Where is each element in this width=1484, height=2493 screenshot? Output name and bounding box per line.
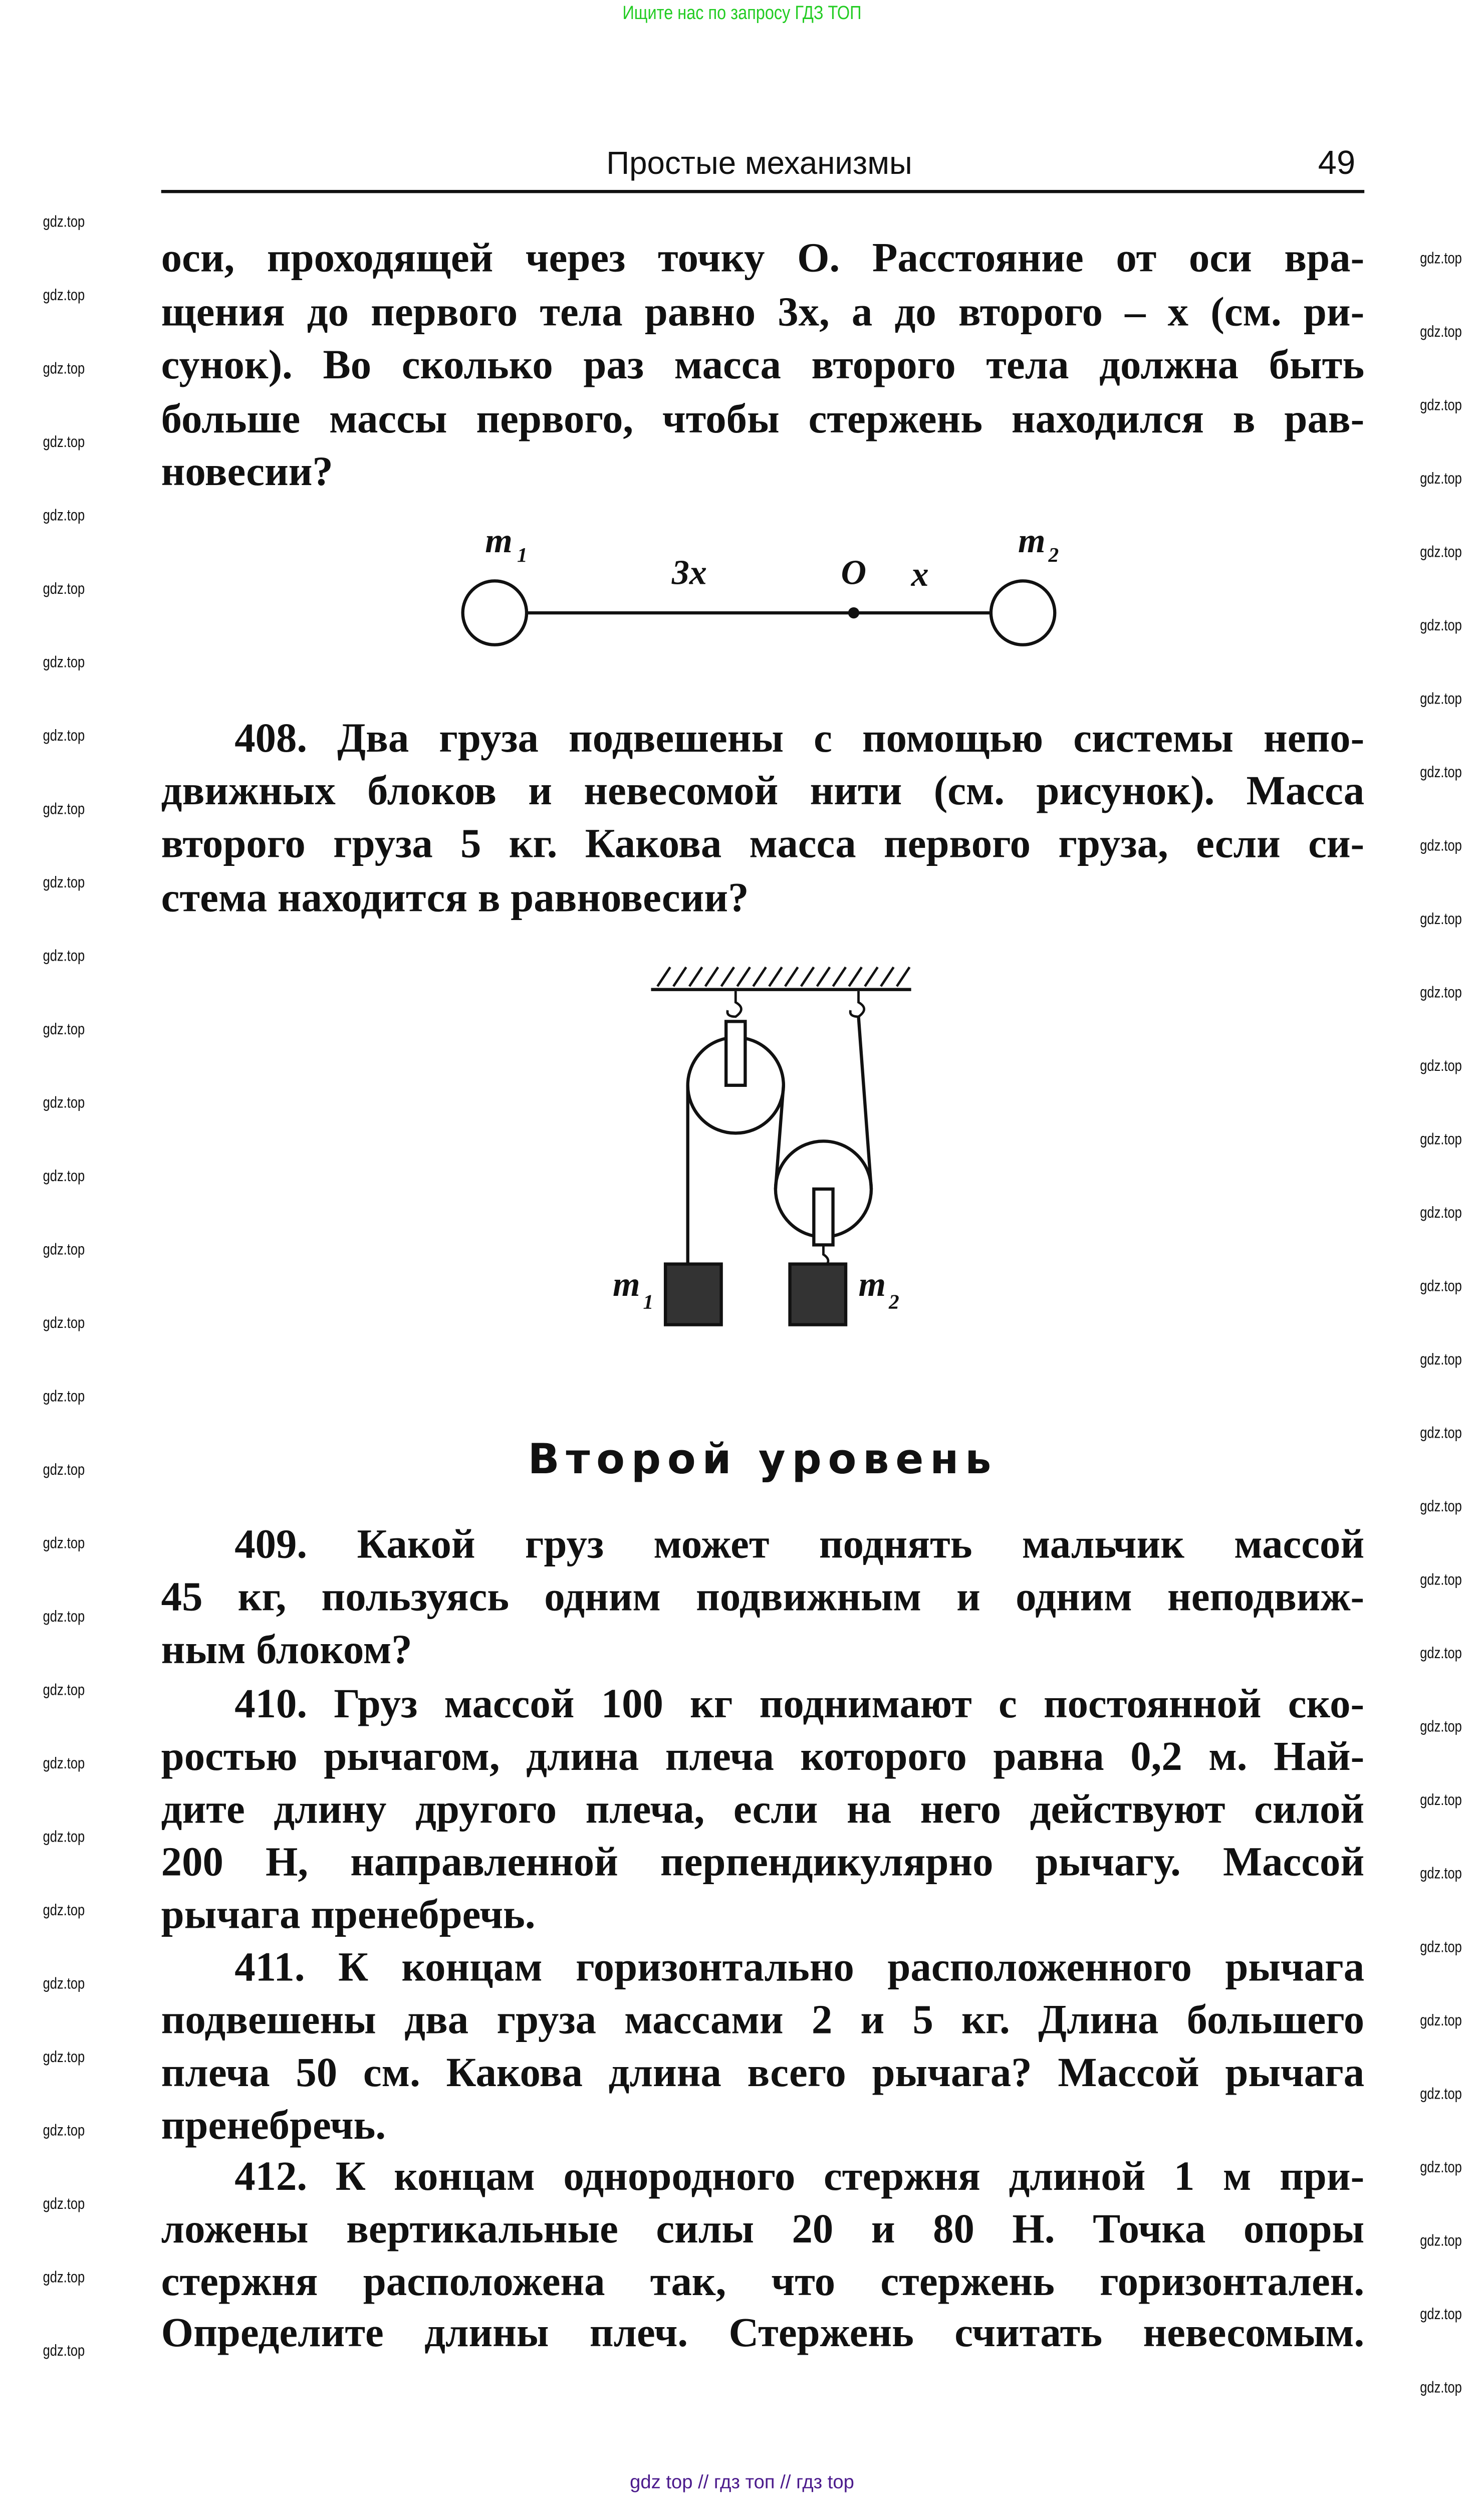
- watermark: gdz.top: [1420, 1205, 1462, 1223]
- watermark: gdz.top: [43, 2123, 85, 2141]
- watermark: gdz.top: [43, 1388, 85, 1406]
- problem-411-line: пренебречь.: [161, 2102, 386, 2149]
- watermark: gdz.top: [43, 434, 85, 452]
- m2-sub-fig2: 2: [889, 1290, 899, 1313]
- lever-figure: [463, 522, 1059, 645]
- problem-410-line: дите длину другого плеча, если на него действуют силой: [161, 1786, 1365, 1833]
- problem-411-line: подвешены два груза массами 2 и 5 кг. Длина большего: [161, 1996, 1365, 2043]
- page-number: 49: [1318, 145, 1356, 182]
- problem-411-line: 411. К концам горизонтально расположенного рычага: [234, 1944, 1365, 1990]
- watermark: gdz.top: [1420, 471, 1462, 489]
- watermark: gdz.top: [1420, 1719, 1462, 1737]
- watermark: gdz.top: [1420, 1866, 1462, 1884]
- watermark: gdz.top: [1420, 617, 1462, 635]
- problem-410-line: ростью рычагом, длина плеча которого равна 0,2 м. Най-: [161, 1733, 1365, 1780]
- watermark: gdz.top: [1420, 251, 1462, 269]
- m1-label-fig2: m: [613, 1265, 640, 1304]
- watermark: gdz.top: [1420, 985, 1462, 1003]
- left-arm-label: 3x: [671, 553, 707, 592]
- problem-412-line: стержня расположена так, что стержень горизонтален.: [161, 2258, 1365, 2305]
- mass-2-ball: [991, 581, 1055, 644]
- watermark: gdz.top: [43, 1755, 85, 1773]
- problem-410-line: 410. Груз массой 100 кг поднимают с постоянной ско-: [234, 1680, 1365, 1727]
- watermark: gdz.top: [43, 2049, 85, 2067]
- watermark: gdz.top: [43, 874, 85, 892]
- problem-407-line: больше массы первого, чтобы стержень находился в рав-: [161, 395, 1365, 442]
- watermark: gdz.top: [43, 1462, 85, 1480]
- m2-sub: 2: [1048, 543, 1059, 567]
- watermark: gdz.top: [1420, 2306, 1462, 2324]
- m1-sub: 1: [517, 543, 528, 567]
- pulley-2-bracket: [814, 1189, 833, 1245]
- search-promo-link[interactable]: Ищите нас по запросу ГДЗ ТОП: [622, 2, 862, 24]
- problem-412-line: Определите длины плеч. Стержень считать невесомым.: [161, 2309, 1365, 2356]
- watermark: gdz.top: [1420, 1498, 1462, 1516]
- watermark: gdz.top: [1420, 911, 1462, 929]
- watermark: gdz.top: [43, 948, 85, 966]
- m1-label: m: [485, 522, 513, 561]
- watermark: gdz.top: [43, 1976, 85, 1994]
- watermark: gdz.top: [43, 1902, 85, 1920]
- pivot-point: [848, 607, 859, 618]
- problem-409-line: ным блоком?: [161, 1626, 412, 1673]
- watermark: gdz.top: [43, 1829, 85, 1847]
- watermark: gdz.top: [1420, 1058, 1462, 1076]
- problem-410-line: рычага пренебречь.: [161, 1891, 536, 1938]
- watermark: gdz.top: [43, 654, 85, 672]
- watermark: gdz.top: [1420, 2086, 1462, 2104]
- problem-407-line: оси, проходящей через точку O. Расстояние от оси вра-: [161, 235, 1365, 281]
- m2-label: m: [1018, 522, 1046, 561]
- problem-407-line: щения до первого тела равно 3x, а до второго – x (см. ри-: [161, 289, 1365, 335]
- section-title: Второй уровень: [528, 1436, 998, 1485]
- ceiling-hatching: [657, 967, 909, 986]
- watermark: gdz.top: [43, 1609, 85, 1627]
- hook-1: [727, 991, 741, 1017]
- problem-409-line: 409. Какой груз может поднять мальчик массой: [234, 1521, 1365, 1567]
- pulley-figure: [613, 967, 911, 1324]
- watermark: gdz.top: [43, 801, 85, 819]
- mass-1-block: [665, 1264, 721, 1325]
- watermark: gdz.top: [43, 1094, 85, 1112]
- watermark: gdz.top: [43, 2270, 85, 2288]
- watermark: gdz.top: [1420, 838, 1462, 856]
- watermark: gdz.top: [1420, 1131, 1462, 1150]
- watermark: gdz.top: [1420, 397, 1462, 415]
- watermark: gdz.top: [1420, 324, 1462, 342]
- watermark: gdz.top: [1420, 764, 1462, 782]
- pulley-1-bracket: [726, 1021, 745, 1085]
- watermark: gdz.top: [1420, 1572, 1462, 1590]
- watermark: gdz.top: [43, 287, 85, 305]
- watermark: gdz.top: [43, 507, 85, 525]
- mass-1-ball: [463, 581, 527, 644]
- watermark: gdz.top: [1420, 2159, 1462, 2177]
- problem-411-line: плеча 50 см. Какова длина всего рычага? Массой рычага: [161, 2049, 1365, 2096]
- watermark: gdz.top: [43, 1682, 85, 1700]
- watermark: gdz.top: [43, 1168, 85, 1186]
- problem-412-line: 412. К концам однородного стержня длиной 1 м при-: [234, 2153, 1365, 2199]
- watermark: gdz.top: [43, 1315, 85, 1333]
- problem-412-line: ложены вертикальные силы 20 и 80 Н. Точка опоры: [161, 2205, 1365, 2252]
- problem-410-line: 200 Н, направленной перпендикулярно рычагу. Массой: [161, 1839, 1365, 1885]
- hook-2: [850, 991, 864, 1017]
- problem-408-line: движных блоков и невесомой нити (см. рисунок). Масса: [161, 767, 1365, 814]
- problem-408-line: 408. Два груза подвешены с помощью системы непо-: [234, 715, 1365, 762]
- pivot-label: O: [841, 553, 867, 592]
- running-header-title: Простые механизмы: [606, 147, 912, 182]
- right-arm-label: x: [911, 555, 929, 594]
- watermark: gdz.top: [43, 1241, 85, 1259]
- problem-408-line: второго груза 5 кг. Какова масса первого груза, если си-: [161, 820, 1365, 867]
- watermark: gdz.top: [43, 581, 85, 599]
- watermark: gdz.top: [43, 213, 85, 232]
- mass-2-block: [790, 1264, 846, 1325]
- problem-407-line: сунок). Во сколько раз масса второго тела должна быть: [161, 341, 1365, 388]
- watermark: gdz.top: [43, 728, 85, 746]
- m2-label-fig2: m: [858, 1265, 886, 1304]
- problem-409-line: 45 кг, пользуясь одним подвижным и одним неподвиж-: [161, 1573, 1365, 1620]
- watermark: gdz.top: [43, 2343, 85, 2361]
- watermark: gdz.top: [1420, 1792, 1462, 1810]
- watermark: gdz.top: [43, 1021, 85, 1039]
- watermark: gdz.top: [43, 1535, 85, 1553]
- watermark: gdz.top: [1420, 1351, 1462, 1370]
- watermark: gdz.top: [43, 360, 85, 378]
- watermark: gdz.top: [1420, 1939, 1462, 1957]
- m1-sub-fig2: 1: [643, 1290, 654, 1313]
- watermark: gdz.top: [1420, 691, 1462, 709]
- problem-407-line: новесии?: [161, 448, 333, 495]
- watermark: gdz.top: [1420, 544, 1462, 562]
- watermark: gdz.top: [1420, 2232, 1462, 2250]
- watermark: gdz.top: [1420, 1425, 1462, 1443]
- problem-408-line: стема находится в равновесии?: [161, 874, 749, 921]
- watermark: gdz.top: [1420, 2012, 1462, 2030]
- watermark: gdz.top: [43, 2196, 85, 2214]
- bottom-site-links[interactable]: gdz top // гдз топ // гдз top: [630, 2470, 854, 2493]
- watermark: gdz.top: [1420, 1278, 1462, 1296]
- watermark: gdz.top: [1420, 2379, 1462, 2397]
- watermark: gdz.top: [1420, 1645, 1462, 1663]
